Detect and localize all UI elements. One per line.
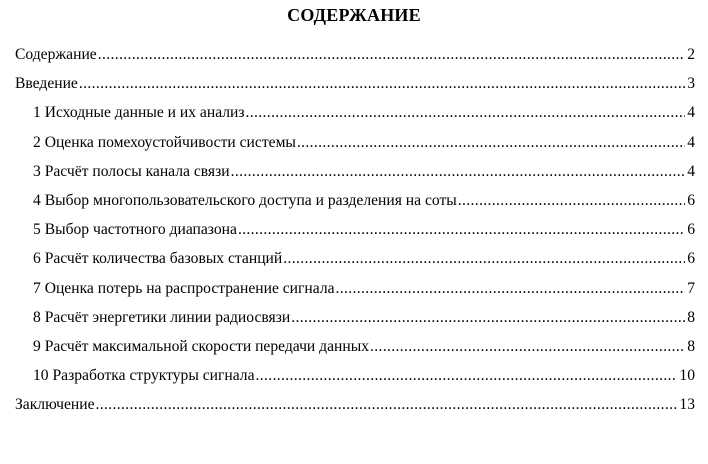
toc-entry-page: 8 [687, 308, 695, 326]
toc-entry-label: 6 Расчёт количества базовых станций [33, 250, 283, 268]
toc-leader-dots [96, 394, 678, 416]
toc-entry-label: 4 Выбор многопользовательского доступа и разделения на соты [33, 191, 457, 209]
toc-entry[interactable] [0, 365, 708, 394]
toc-entry-label: 2 Оценка помехоустойчивости системы [33, 133, 296, 151]
toc-leader-dots [283, 248, 685, 270]
toc-leader-dots [291, 307, 685, 329]
toc-entry[interactable] [0, 219, 708, 248]
toc-leader-dots [238, 219, 685, 241]
toc-leader-dots [336, 278, 686, 300]
toc-leader-dots [256, 365, 678, 387]
toc-entry-label: Введение [15, 75, 78, 93]
toc-entry-page: 4 [687, 133, 695, 151]
toc-entry[interactable] [0, 132, 708, 161]
toc-entry-label: Заключение [15, 396, 95, 414]
toc-leader-dots [79, 73, 685, 95]
toc-leader-dots [98, 44, 685, 66]
toc-entry[interactable] [0, 44, 708, 73]
toc-entry-page: 6 [687, 191, 695, 209]
toc-title: СОДЕРЖАНИЕ [287, 5, 421, 25]
toc-entry-page: 4 [687, 162, 695, 180]
toc-entry-label: 1 Исходные данные и их анализ [33, 104, 245, 122]
toc-leader-dots [297, 132, 685, 154]
toc-entry-label: 3 Расчёт полосы канала связи [33, 162, 230, 180]
toc-entry[interactable] [0, 336, 708, 365]
toc-entry[interactable] [0, 278, 708, 307]
toc-entry-page: 2 [687, 46, 695, 63]
toc-entry[interactable] [0, 102, 708, 131]
toc-entry[interactable] [0, 394, 708, 423]
toc-entry-page: 13 [679, 396, 695, 414]
toc-entry[interactable] [0, 307, 708, 336]
toc-entry[interactable] [0, 73, 708, 102]
toc-entry-page: 6 [687, 250, 695, 268]
toc-entry[interactable] [0, 161, 708, 190]
toc-entry-page: 4 [687, 104, 695, 122]
toc-entry[interactable] [0, 190, 708, 219]
toc-entry[interactable] [0, 248, 708, 277]
toc-leader-dots [458, 190, 685, 212]
toc-leader-dots [246, 102, 686, 124]
toc-entry-label: Содержание [15, 46, 97, 63]
toc-leader-dots [370, 336, 685, 358]
toc-entry-label: 5 Выбор частотного диапазона [33, 221, 237, 239]
toc-entry-page: 8 [687, 337, 695, 355]
toc-leader-dots [231, 161, 686, 183]
toc-entry-label: 9 Расчёт максимальной скорости передачи данных [33, 337, 369, 355]
toc-entry-label: 8 Расчёт энергетики линии радиосвязи [33, 308, 291, 326]
toc-entry-page: 7 [687, 279, 695, 297]
toc-entry-page: 10 [679, 367, 695, 385]
toc-entry-page: 6 [687, 221, 695, 239]
toc-entry-page: 3 [687, 75, 695, 93]
toc-entry-label: 10 Разработка структуры сигнала [33, 367, 255, 385]
toc-list [0, 44, 708, 423]
toc-entry-label: 7 Оценка потерь на распространение сигнала [33, 279, 335, 297]
